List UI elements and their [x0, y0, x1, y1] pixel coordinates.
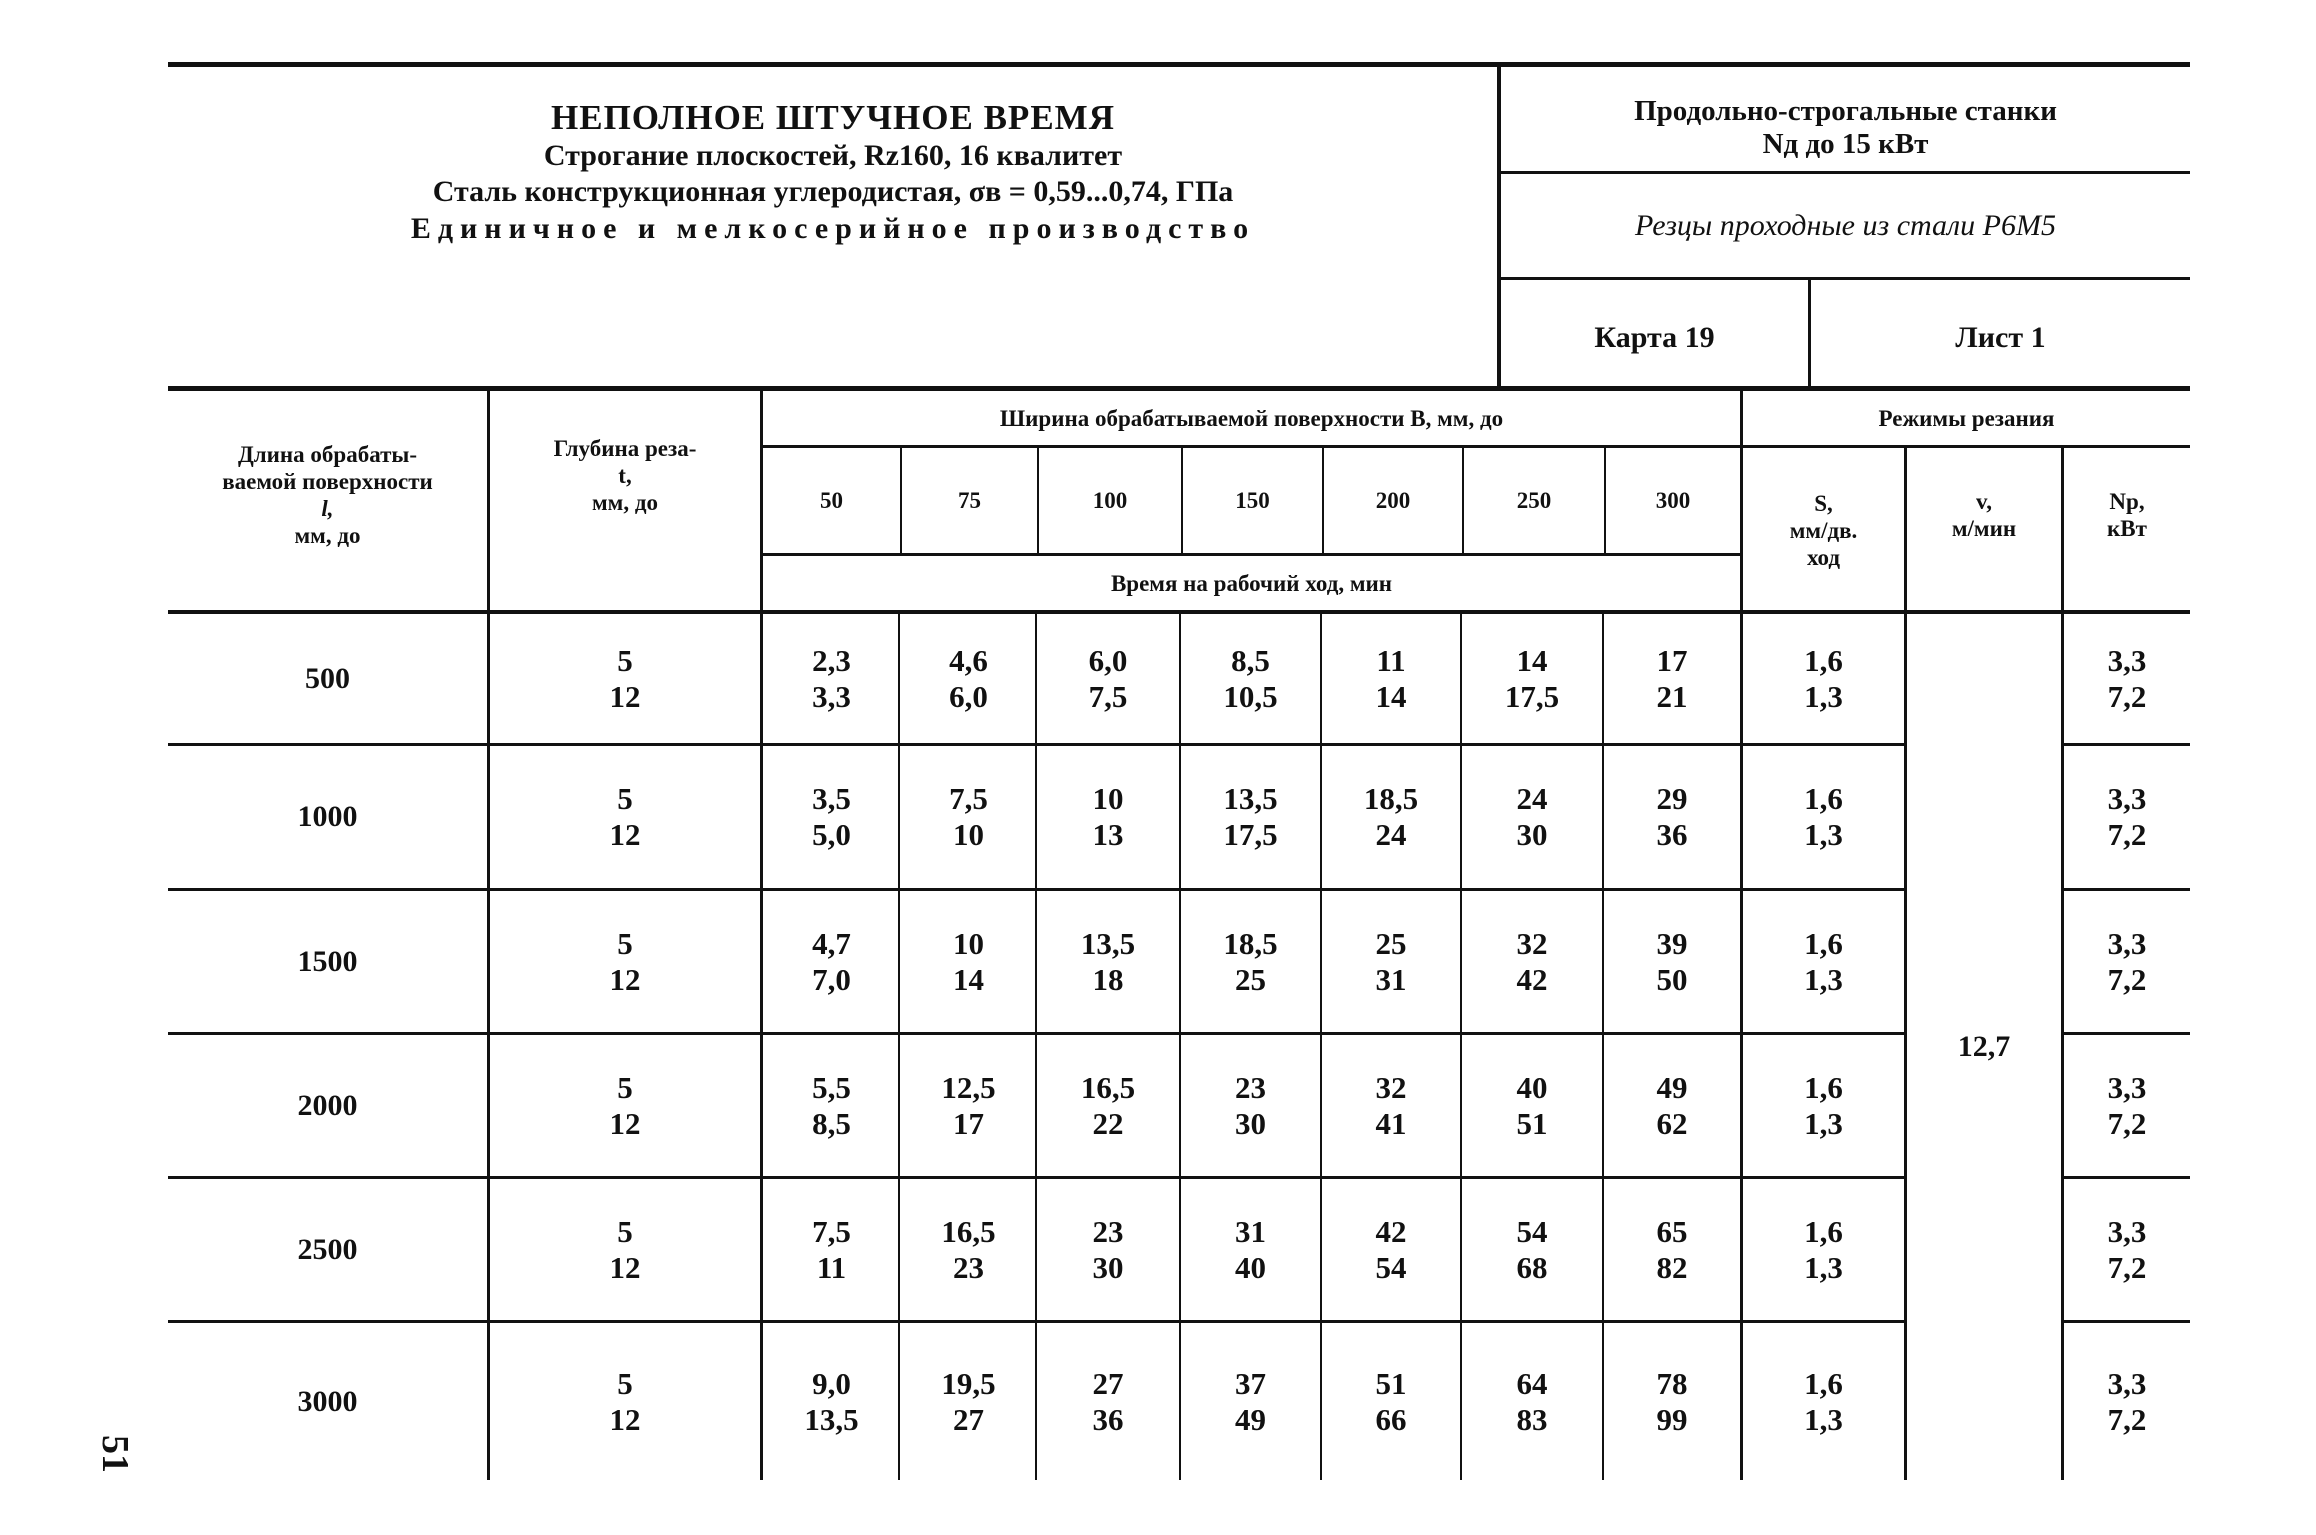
- time-cell-value: 23: [953, 1249, 984, 1285]
- time-cell-value: 36: [1092, 1401, 1124, 1437]
- machine-line-1: Продольно-строгальные станки: [1634, 95, 2057, 127]
- time-cell-value: 36: [1656, 817, 1688, 852]
- time-cell: [1322, 1323, 1460, 1480]
- time-cell-value: 11: [816, 1249, 847, 1285]
- width-col-header: 100: [1092, 488, 1128, 513]
- time-cell: [902, 1323, 1035, 1480]
- power-cell: [2064, 746, 2190, 888]
- time-cell: [1604, 1035, 1740, 1176]
- time-cell-value: 27: [953, 1401, 984, 1437]
- time-cell-value: 10,5: [1223, 678, 1278, 714]
- time-cell-value: 66: [1375, 1401, 1407, 1437]
- header-title-block: [168, 98, 1498, 248]
- time-cell-value: 17: [953, 1105, 984, 1141]
- time-label: Время на рабочий ход, мин: [1110, 570, 1393, 596]
- time-cell-value: 5,5: [812, 1069, 851, 1105]
- length-cell-value: 1500: [297, 944, 358, 978]
- power-cell-value: 3,3: [2107, 642, 2147, 678]
- depth-cell-value: 5: [617, 642, 633, 678]
- time-cell-value: 13,5: [1223, 781, 1278, 816]
- time-cell-value: 7,5: [1088, 678, 1128, 714]
- header-rule-2: [1497, 277, 2190, 280]
- depth-cell-value: 5: [617, 1069, 633, 1105]
- length-cell-value: 2000: [297, 1088, 358, 1122]
- time-cell-value: 12,5: [941, 1069, 996, 1105]
- time-cell: [902, 1179, 1035, 1320]
- page-title: НЕПОЛНОЕ ШТУЧНОЕ ВРЕМЯ: [551, 98, 1115, 137]
- depth-cell-value: 12: [609, 1401, 641, 1437]
- time-cell-value: 41: [1375, 1105, 1407, 1141]
- power-cell: [2064, 891, 2190, 1032]
- time-cell: [902, 1035, 1035, 1176]
- time-cell-value: 37: [1235, 1365, 1266, 1401]
- length-cell-value: 500: [305, 661, 350, 695]
- depth-cell: [490, 1179, 760, 1320]
- card-box: [1501, 290, 1808, 386]
- time-cell: [902, 614, 1035, 743]
- material-line: Сталь конструкционная углеродистая, σв = 0,59...0,74, ГПа: [432, 175, 1234, 208]
- time-cell-value: 2,3: [812, 642, 851, 678]
- time-cell-value: 14: [1516, 642, 1548, 678]
- depth-cell: [490, 1323, 760, 1480]
- time-cell-value: 42: [1375, 1213, 1407, 1249]
- time-cell-value: 6,0: [1088, 642, 1128, 678]
- time-cell-value: 21: [1656, 678, 1688, 714]
- time-cell: [1037, 1323, 1179, 1480]
- header-feed: S, мм/дв. ход: [1789, 490, 1858, 570]
- power-cell-value: 3,3: [2107, 925, 2147, 961]
- time-cell-value: 16,5: [1080, 1069, 1136, 1105]
- time-cell-value: 31: [1235, 1213, 1266, 1249]
- time-cell-value: 8,5: [812, 1105, 851, 1141]
- header-length: Длина обрабаты- ваемой поверхности l, мм, до: [222, 442, 433, 548]
- width-col-header: 150: [1235, 488, 1270, 513]
- tool-label: Резцы проходные из стали Р6М5: [1635, 209, 2056, 242]
- time-cell-value: 51: [1375, 1365, 1407, 1401]
- time-cell: [1604, 746, 1740, 888]
- time-cell-value: 14: [1375, 678, 1407, 714]
- time-cell-value: 19,5: [941, 1365, 996, 1401]
- time-cell-value: 39: [1656, 925, 1688, 961]
- cutting-speed-value: 12,7: [1957, 1030, 2011, 1063]
- time-cell-value: 40: [1235, 1249, 1266, 1285]
- time-cell-value: 82: [1656, 1249, 1688, 1285]
- time-cell-value: 10: [1092, 781, 1124, 816]
- time-cell-value: 24: [1375, 817, 1407, 852]
- feed-cell-value: 1,6: [1804, 1069, 1843, 1105]
- depth-cell: [490, 891, 760, 1032]
- power-cell: [2064, 1035, 2190, 1176]
- machine-box: [1501, 88, 2190, 168]
- time-cell: [1604, 1179, 1740, 1320]
- time-cell: [763, 1323, 900, 1480]
- time-cell: [763, 1035, 900, 1176]
- length-cell: [168, 891, 487, 1032]
- length-cell: [168, 1035, 487, 1176]
- time-cell-value: 7,5: [949, 781, 988, 816]
- power-cell-value: 3,3: [2107, 1069, 2147, 1105]
- tool-box: [1501, 176, 2190, 276]
- time-cell-value: 40: [1516, 1069, 1548, 1105]
- time-cell-value: 68: [1516, 1249, 1548, 1285]
- depth-cell-value: 12: [609, 1249, 641, 1285]
- power-cell-value: 7,2: [2107, 678, 2147, 714]
- time-cell: [902, 746, 1035, 888]
- width-col-header: 75: [958, 488, 981, 513]
- width-col-header: 50: [820, 488, 843, 513]
- feed-cell-value: 1,3: [1804, 678, 1843, 714]
- depth-cell-value: 5: [617, 925, 633, 961]
- depth-cell: [490, 746, 760, 888]
- feed-cell: [1743, 1179, 1904, 1320]
- time-cell-value: 11: [1376, 642, 1406, 678]
- time-cell-value: 54: [1375, 1249, 1407, 1285]
- feed-cell: [1743, 614, 1904, 743]
- time-cell: [902, 891, 1035, 1032]
- time-cell-value: 83: [1516, 1401, 1548, 1437]
- header-depth: Глубина реза- t, мм, до: [553, 435, 697, 515]
- time-cell-value: 78: [1656, 1365, 1688, 1401]
- width-col-header: 300: [1655, 488, 1691, 513]
- time-cell-value: 99: [1656, 1401, 1688, 1437]
- time-cell: [1604, 614, 1740, 743]
- time-cell-value: 30: [1092, 1249, 1124, 1285]
- time-cell: [1181, 614, 1320, 743]
- time-cell-value: 7,5: [812, 1213, 851, 1249]
- time-cell-value: 13: [1092, 817, 1124, 852]
- time-cell-value: 32: [1516, 925, 1548, 961]
- time-cell: [1037, 1179, 1179, 1320]
- feed-cell-value: 1,3: [1804, 817, 1843, 852]
- power-cell-value: 7,2: [2107, 961, 2147, 997]
- time-cell: [1462, 891, 1602, 1032]
- time-cell-value: 3,3: [812, 678, 851, 714]
- power-cell: [2064, 1323, 2190, 1480]
- rule-modes-header: [1742, 445, 2190, 448]
- header-speed: v, м/мин: [1951, 489, 2017, 541]
- time-cell-value: 24: [1516, 781, 1548, 816]
- time-cell: [1462, 1035, 1602, 1176]
- length-cell: [168, 1323, 487, 1480]
- time-cell: [1322, 746, 1460, 888]
- time-cell-value: 13,5: [804, 1401, 859, 1437]
- time-cell: [1462, 614, 1602, 743]
- time-cell-value: 30: [1235, 1105, 1266, 1141]
- feed-cell-value: 1,3: [1804, 1401, 1843, 1437]
- time-cell-value: 49: [1235, 1401, 1266, 1437]
- length-cell: [168, 1179, 487, 1320]
- width-col-header: 250: [1516, 488, 1552, 513]
- length-cell-value: 2500: [297, 1232, 358, 1266]
- time-cell-value: 10: [953, 817, 984, 852]
- depth-cell-value: 5: [617, 781, 633, 816]
- feed-cell-value: 1,6: [1804, 925, 1843, 961]
- time-cell: [1037, 1035, 1179, 1176]
- time-cell-value: 31: [1375, 961, 1407, 997]
- time-cell-value: 3,5: [812, 781, 851, 816]
- width-col-header: 200: [1375, 488, 1411, 513]
- feed-cell-value: 1,3: [1804, 1249, 1843, 1285]
- feed-cell-value: 1,6: [1804, 1213, 1843, 1249]
- time-cell-value: 16,5: [941, 1213, 996, 1249]
- time-cell-value: 7,0: [812, 961, 851, 997]
- time-cell-value: 4,6: [949, 642, 988, 678]
- power-cell-value: 7,2: [2107, 1105, 2147, 1141]
- time-cell: [1037, 746, 1179, 888]
- depth-cell-value: 12: [609, 961, 641, 997]
- power-cell-value: 7,2: [2107, 1249, 2147, 1285]
- sheet-number: Лист 1: [1955, 321, 2046, 354]
- time-cell-value: 13,5: [1080, 925, 1136, 961]
- time-cell: [1604, 891, 1740, 1032]
- power-cell-value: 3,3: [2107, 1213, 2147, 1249]
- card-number: Карта 19: [1594, 321, 1715, 354]
- length-cell: [168, 614, 487, 743]
- time-cell: [1322, 1035, 1460, 1176]
- time-cell-value: 50: [1656, 961, 1688, 997]
- time-cell-value: 4,7: [812, 925, 851, 961]
- time-cell-value: 54: [1516, 1213, 1548, 1249]
- header-width: Ширина обрабатываемой поверхности В, мм, до: [999, 405, 1504, 431]
- depth-cell-value: 12: [609, 678, 641, 714]
- length-cell-value: 1000: [297, 800, 358, 833]
- time-cell-value: 18,5: [1223, 925, 1278, 961]
- time-cell-value: 51: [1516, 1105, 1548, 1141]
- time-cell: [1181, 1035, 1320, 1176]
- time-cell-value: 22: [1092, 1105, 1124, 1141]
- time-cell: [763, 1179, 900, 1320]
- depth-cell: [490, 1035, 760, 1176]
- depth-cell: [490, 614, 760, 743]
- header-modes: Режимы резания: [1878, 405, 2055, 431]
- time-cell: [1462, 746, 1602, 888]
- depth-cell-value: 12: [609, 1105, 641, 1141]
- feed-cell: [1743, 1323, 1904, 1480]
- time-cell: [763, 891, 900, 1032]
- time-cell-value: 18,5: [1363, 781, 1419, 816]
- feed-cell: [1743, 891, 1904, 1032]
- time-cell: [1181, 891, 1320, 1032]
- time-cell-value: 64: [1516, 1365, 1548, 1401]
- feed-cell: [1743, 1035, 1904, 1176]
- time-cell: [1037, 614, 1179, 743]
- header-power: Nр, кВт: [2107, 489, 2147, 541]
- operation-subtitle: Строгание плоскостей, Rz160, 16 квалитет: [543, 139, 1123, 172]
- time-cell-value: 62: [1656, 1105, 1688, 1141]
- time-cell: [1604, 1323, 1740, 1480]
- power-cell: [2064, 1179, 2190, 1320]
- header-rule-1: [1497, 171, 2190, 174]
- machine-line-2: Nд до 15 кВт: [1762, 128, 1929, 160]
- feed-cell-value: 1,6: [1804, 1365, 1843, 1401]
- power-cell-value: 3,3: [2107, 1365, 2147, 1401]
- depth-cell-value: 12: [609, 817, 641, 852]
- length-cell: [168, 746, 487, 888]
- header-top-rule: [168, 62, 2190, 67]
- time-cell-value: 8,5: [1231, 642, 1270, 678]
- time-cell-value: 27: [1092, 1365, 1124, 1401]
- time-cell-value: 30: [1516, 817, 1548, 852]
- time-cell-value: 25: [1235, 961, 1266, 997]
- length-cell-value: 3000: [297, 1384, 358, 1418]
- feed-cell-value: 1,3: [1804, 961, 1843, 997]
- time-cell: [1322, 614, 1460, 743]
- time-cell: [1462, 1179, 1602, 1320]
- feed-cell-value: 1,6: [1804, 642, 1843, 678]
- power-cell-value: 7,2: [2107, 817, 2147, 852]
- feed-cell-value: 1,6: [1804, 781, 1843, 816]
- time-cell: [1322, 891, 1460, 1032]
- time-cell: [1322, 1179, 1460, 1320]
- time-cell-value: 29: [1656, 781, 1688, 816]
- time-cell-value: 14: [953, 961, 984, 997]
- time-cell-value: 23: [1235, 1069, 1266, 1105]
- depth-cell-value: 5: [617, 1213, 633, 1249]
- feed-cell-value: 1,3: [1804, 1105, 1843, 1141]
- depth-cell-value: 5: [617, 1365, 633, 1401]
- time-cell: [1462, 1323, 1602, 1480]
- time-cell-value: 17: [1656, 642, 1688, 678]
- sheet-box: [1811, 290, 2190, 386]
- time-cell-value: 17,5: [1223, 817, 1278, 852]
- time-cell-value: 42: [1516, 961, 1548, 997]
- time-cell-value: 25: [1375, 925, 1407, 961]
- time-cell-value: 18: [1092, 961, 1124, 997]
- power-cell-value: 3,3: [2107, 781, 2147, 816]
- power-cell-value: 7,2: [2107, 1401, 2147, 1437]
- power-cell: [2064, 614, 2190, 743]
- time-cell-value: 9,0: [812, 1365, 851, 1401]
- time-cell: [1037, 891, 1179, 1032]
- page-number: 51: [94, 1435, 136, 1473]
- feed-cell: [1743, 746, 1904, 888]
- time-cell-value: 65: [1656, 1213, 1688, 1249]
- time-cell-value: 6,0: [949, 678, 988, 714]
- time-cell: [763, 746, 900, 888]
- production-line: Единичное и мелкосерийное производство: [410, 212, 1256, 245]
- time-cell: [1181, 1179, 1320, 1320]
- time-cell: [763, 614, 900, 743]
- time-cell-value: 23: [1092, 1213, 1124, 1249]
- time-cell: [1181, 1323, 1320, 1480]
- time-cell-value: 49: [1656, 1069, 1688, 1105]
- time-cell-value: 32: [1375, 1069, 1407, 1105]
- time-cell-value: 17,5: [1504, 678, 1560, 714]
- time-cell-value: 5,0: [812, 817, 851, 852]
- time-cell: [1181, 746, 1320, 888]
- time-cell-value: 10: [953, 925, 984, 961]
